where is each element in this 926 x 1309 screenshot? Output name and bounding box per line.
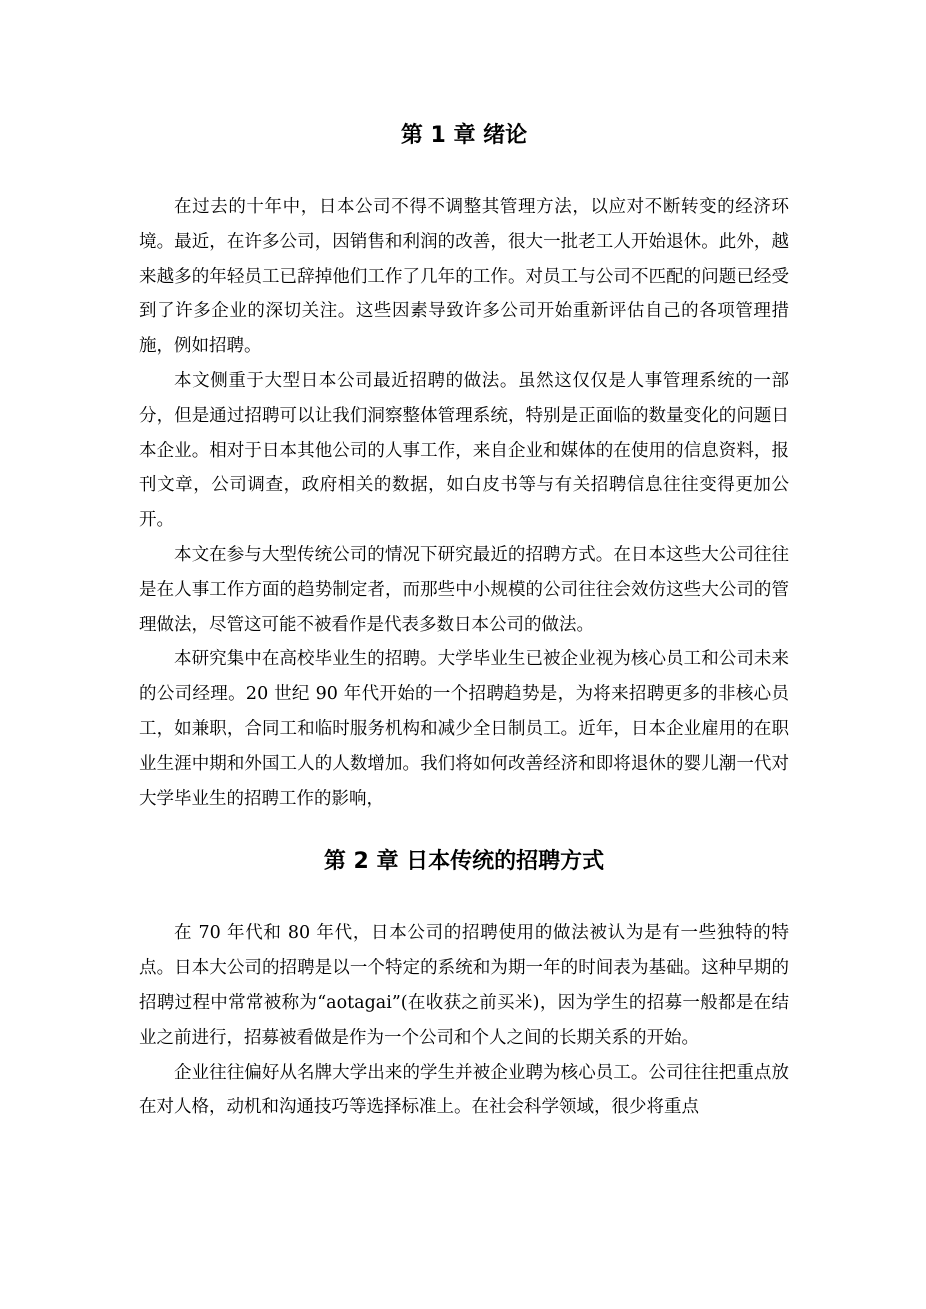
chapter-2 (139, 838, 789, 1125)
chapter-1-paragraph: 本文侧重于大型日本公司最近招聘的做法。虽然这仅仅是人事管理系统的一部分，但是通过招聘可以让我们洞察整体管理系统，特别是正面临的数量变化的问题日本企业。相对于日本其他公司的人事工作，来自企业和媒体的在使用的信息资料，报刊文章，公司调查，政府相关的数据，如白皮书等与有关招聘信息往往变得更加公开。 (139, 370, 789, 531)
chapter-2-title: 第 2 章 日本传统的招聘方式 (323, 849, 605, 875)
chapter-1-paragraph: 本研究集中在高校毕业生的招聘。大学毕业生已被企业视为核心员工和公司未来的公司经理。20 世纪 90 年代开始的一个招聘趋势是，为将来招聘更多的非核心员工，如兼职，合同工和临时服务机构和减少全日制员工。近年，日本企业雇用的在职业生涯中期和外国工人的人数增加。我们将如何改善经济和即将退休的婴儿潮一代对大学毕业生的招聘工作的影响， (139, 649, 789, 809)
document-body (139, 112, 789, 1125)
chapter-1-paragraph: 本文在参与大型传统公司的情况下研究最近的招聘方式。在日本这些大公司往往是在人事工作方面的趋势制定者，而那些中小规模的公司往往会效仿这些大公司的管理做法，尽管这可能不被看作是代表多数日本公司的做法。 (139, 544, 789, 635)
chapter-1-paragraph: 在过去的十年中，日本公司不得不调整其管理方法，以应对不断转变的经济环境。最近，在许多公司，因销售和利润的改善，很大一批老工人开始退休。此外，越来越多的年轻员工已辞掉他们工作了几年的工作。对员工与公司不匹配的问题已经受到了许多企业的深切关注。这些因素导致许多公司开始重新评估自己的各项管理措施，例如招聘。 (139, 197, 789, 357)
chapter-2-paragraph: 企业往往偏好从名牌大学出来的学生并被企业聘为核心员工。公司往往把重点放在对人格，动机和沟通技巧等选择标准上。在社会科学领域，很少将重点 (139, 1062, 789, 1118)
chapter-1-title: 第 1 章 绪论 (400, 123, 528, 148)
chapter-1 (139, 112, 789, 816)
chapter-2-paragraph: 在 70 年代和 80 年代，日本公司的招聘使用的做法被认为是有一些独特的特点。日本大公司的招聘是以一个特定的系统和为期一年的时间表为基础。这种早期的招聘过程中常常被称为“aotagai”(在收获之前买米)，因为学生的招募一般都是在结业之前进行，招募被看做是作为一个公司和个人之间的长期关系的开始。 (139, 923, 789, 1048)
